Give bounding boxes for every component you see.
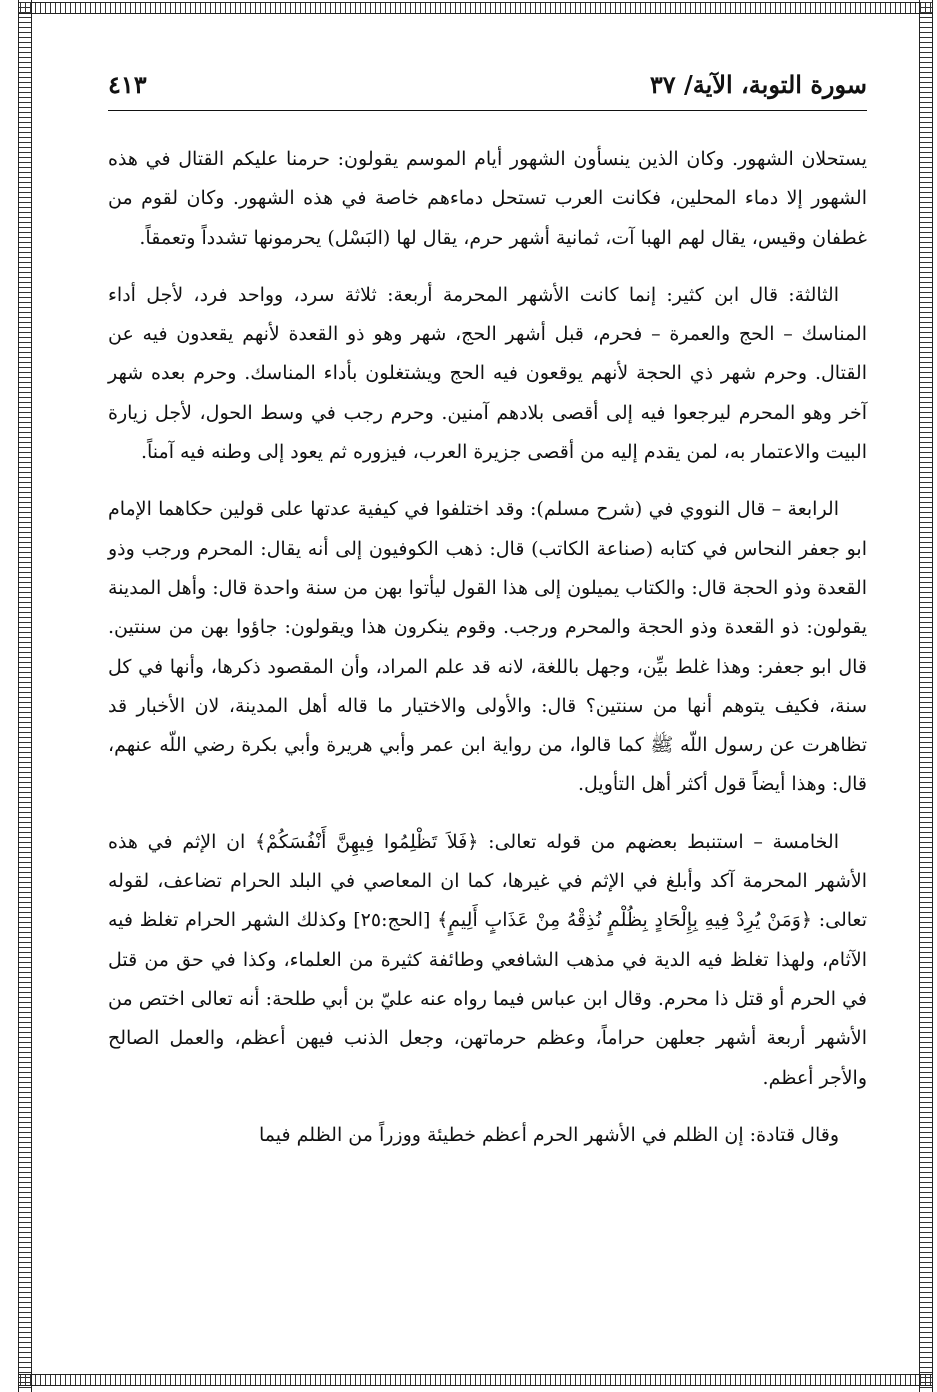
- paragraph-fifth: الخامسة – استنبط بعضهم من قوله تعالى: ﴿فَلاَ تَظْلِمُوا فِيهِنَّ أَنْفُسَكُمْ﴾ ان الإثم في هذه الأشهر المحرمة آكد وأبلغ في الإثم في غيرها، كما ان المعاصي في البلد الحرام تضاعف، لقوله تعالى: ﴿وَمَنْ يُرِدْ فِيهِ بِإِلْحَادٍ بِظُلْمٍ نُذِقْهُ مِنْ عَذَابٍ أَلِيمٍ﴾ [الحج:٢٥] وكذلك الشهر الحرام تغلظ فيه الآثام، ولهذا تغلظ فيه الدية في مذهب الشافعي وطائفة كثيرة من العلماء، وكذا في حق من قتل في الحرم أو قتل ذا محرم. وقال ابن عباس فيما رواه عنه عليّ بن أبي طلحة: أنه تعالى اختص من الأشهر أربعة أشهر جعلهن حراماً، وعظم حرماتهن، وجعل الذنب فيهن أعظم، والعمل الصالح والأجر أعظم.: [108, 830, 868, 1089]
- paragraph-third: الثالثة: قال ابن كثير: إنما كانت الأشهر المحرمة أربعة: ثلاثة سرد، وواحد فرد، لأجل أداء المناسك – الحج والعمرة – فحرم، قبل أشهر الحج، شهر وهو ذو القعدة لأنهم يقعدون فيه عن القتال. وحرم شهر ذي الحجة لأنهم يوقعون فيه الحج ويشتغلون بأداء المناسك. وحرم بعده شهر آخر وهو المحرم ليرجعوا فيه إلى أقصى بلادهم آمنين. وحرم رجب في وسط الحول، لأجل زيارة البيت والاعتمار به، لمن يقدم إليه من أقصى جزيرة العرب، فيزوره ثم يعود إلى وطنه فيه آمناً.: [108, 283, 867, 464]
- ornamental-border-top: [18, 2, 933, 14]
- ornamental-border-left: [18, 0, 32, 1392]
- page-body: [108, 140, 867, 1173]
- running-title: سورة التوبة، الآية/ ٣٧: [649, 70, 867, 99]
- paragraph-qatada: وقال قتادة: إن الظلم في الأشهر الحرم أعظم خطيئة ووزراً من الظلم فيما: [259, 1123, 839, 1146]
- page-number: ٤١٣: [108, 70, 147, 99]
- paragraph-fourth: الرابعة – قال النووي في (شرح مسلم): وقد اختلفوا في كيفية عدتها على قولين حكاهما الإمام ابو جعفر النحاس في كتابه (صناعة الكاتب) قال: ذهب الكوفيون إلى أنه يقال: المحرم ورجب وذو القعدة وذو الحجة قال: والكتاب يميلون إلى هذا القول ليأتوا بهن من سنة واحدة قال: وأهل المدينة يقولون: ذو القعدة وذو الحجة والمحرم ورجب. وقوم ينكرون هذا ويقولون: جاؤوا بهن من سنتين. قال ابو جعفر: وهذا غلط بيِّن، وجهل باللغة، لانه قد علم المراد، وأن المقصود ذكرها، وأنها في كل سنة، فكيف يتوهم أنها من سنتين؟ قال: والأولى والاختيار ما قاله أهل المدينة، لان الأخبار قد تظاهرت عن رسول اللّه ﷺ كما قالوا، من رواية ابن عمر وأبي هريرة وأبي بكرة رضي اللّه عنهم، قال: وهذا أيضاً قول أكثر أهل التأويل.: [108, 498, 867, 796]
- ornamental-border-bottom: [18, 1374, 933, 1386]
- ornamental-border-right: [919, 0, 933, 1392]
- paragraph-continuation: يستحلان الشهور. وكان الذين ينسأون الشهور أيام الموسم يقولون: حرمنا عليكم القتال في هذه الشهور إلا دماء المحلين، فكانت العرب تستحل دماءهم خاصة في هذه الشهور. وكان لقوم من غطفان وقيس، يقال لهم الهبا آت، ثمانية أشهر حرم، يقال لها (البَسْل) يحرمونها تشدداً وتعمقاً.: [108, 148, 867, 249]
- running-header: [108, 66, 867, 111]
